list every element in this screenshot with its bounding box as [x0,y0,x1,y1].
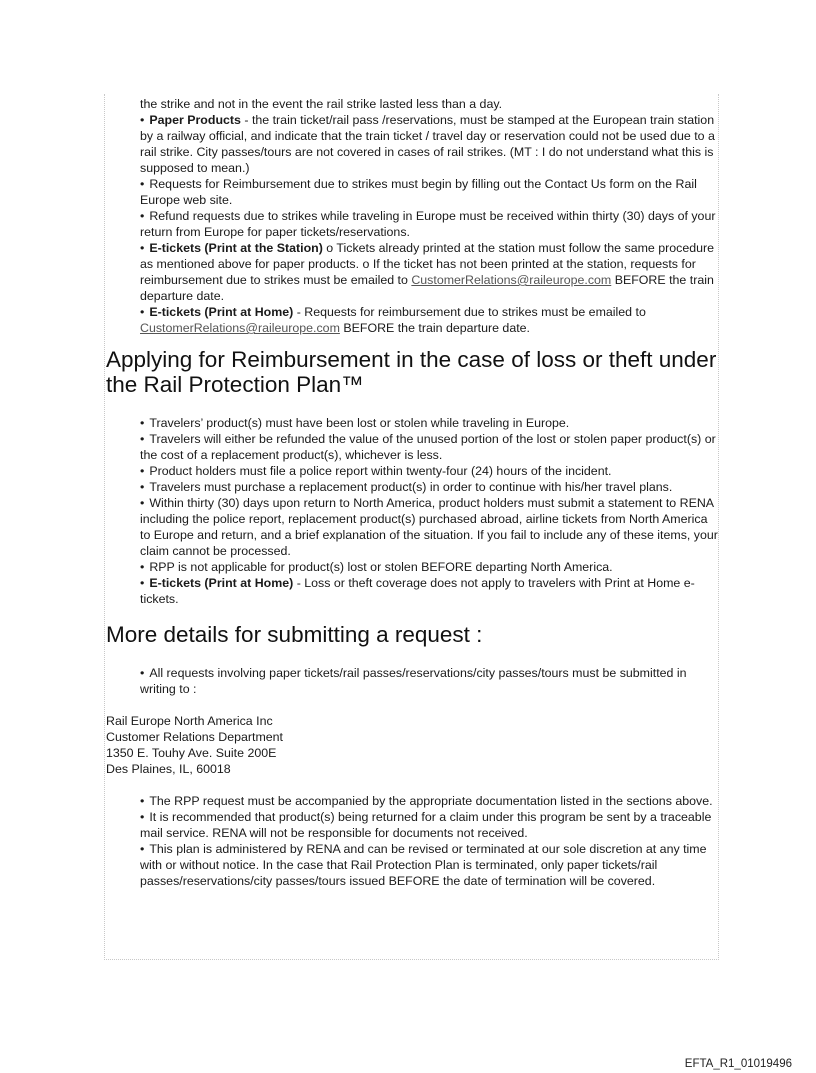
item-text-after: BEFORE the train departure date. [339,321,530,335]
item-text: Travelers’ product(s) must have been lost or stolen while traveling in Europe. [149,416,570,430]
details-intro-list [140,665,718,697]
list-item [140,431,718,463]
item-label: E-tickets (Print at Home) [149,305,294,319]
list-item [140,176,718,208]
list-item [140,841,718,889]
document-body [106,96,718,889]
details-heading: More details for submitting a request : [106,622,483,647]
list-item [140,559,718,575]
email-link[interactable]: CustomerRelations@raileurope.com [140,321,340,335]
item-text-after: BEFORE the train departure date. [140,273,714,303]
address-line: Customer Relations Department [106,730,283,744]
item-text: - the train ticket/rail pass /reservations, must be stamped at the European train station by a railway official, and indicate that the train ticket / travel day or reservation could not be used due to a rail strike. City passes/tours are not covered in cases of rail strikes. (MT : I do not understand what this is supposed to mean.) [140,113,715,175]
email-link[interactable]: CustomerRelations@raileurope.com [411,273,612,287]
continued-text: the strike and not in the event the rail strike lasted less than a day. [140,97,503,111]
document-id: EFTA_R1_01019496 [684,1058,792,1070]
list-item [140,575,718,607]
item-text: It is recommended that product(s) being returned for a claim under this program be sent by a traceable mail service. RENA will not be responsible for documents not received. [140,810,712,840]
item-text: This plan is administered by RENA and can be revised or terminated at our sole discretion at any time with or without notice. In the case that Rail Protection Plan is terminated, only paper tickets/rail passes/reservations/city passes/tours issued BEFORE the date of termination will be covered. [140,842,707,888]
item-text: The RPP request must be accompanied by the appropriate documentation listed in the sections above. [149,794,713,808]
item-text: Travelers will either be refunded the value of the unused portion of the lost or stolen paper product(s) or the cost of a replacement product(s), whichever is less. [140,432,716,462]
item-text: Travelers must purchase a replacement product(s) in order to continue with his/her travel plans. [149,480,673,494]
list-item [140,240,718,304]
item-text: Requests for Reimbursement due to strikes must begin by filling out the Contact Us form on the Rail Europe web site. [140,177,697,207]
list-item [140,463,718,479]
mailing-address [106,713,718,777]
list-item [140,112,718,176]
list-item [140,208,718,240]
list-item [140,665,718,697]
loss-theft-list [140,415,718,607]
list-item [140,479,718,495]
item-label: E-tickets (Print at the Station) [149,241,323,255]
item-text: Within thirty (30) days upon return to North America, product holders must submit a statement to RENA including the police report, replacement product(s) purchased abroad, airline tickets from North America to Europe and return, and a brief explanation of the situation. If you fail to include any of these items, your claim cannot be processed. [140,496,718,558]
item-text: o Tickets already printed at the station must follow the same procedure as mentioned above for paper products. o If the ticket has not been printed at the station, requests for reimbursement due to strikes must be emailed to [140,241,715,287]
item-text: - Loss or theft coverage does not apply to travelers with Print at Home e-tickets. [140,576,695,606]
item-text: Product holders must file a police report within twenty-four (24) hours of the incident. [149,464,612,478]
item-text: All requests involving paper tickets/rail passes/reservations/city passes/tours must be submitted in writing to : [140,666,687,696]
strike-list [140,96,718,336]
item-text: Refund requests due to strikes while traveling in Europe must be received within thirty (30) days of your return from Europe for paper tickets/reservations. [140,209,716,239]
list-item [140,415,718,431]
item-text: RPP is not applicable for product(s) lost or stolen BEFORE departing North America. [149,560,613,574]
list-item [140,304,718,336]
address-line: Rail Europe North America Inc [106,714,273,728]
address-line: Des Plaines, IL, 60018 [106,762,231,776]
list-item [140,809,718,841]
loss-theft-heading: Applying for Reimbursement in the case of loss or theft under the Rail Protection Plan™ [106,347,717,397]
item-text: - Requests for reimbursement due to strikes must be emailed to [293,305,646,319]
list-item [140,495,718,559]
item-label: E-tickets (Print at Home) [149,576,294,590]
details-list [140,793,718,889]
item-label: Paper Products [149,113,241,127]
list-item [140,793,718,809]
address-line: 1350 E. Touhy Ave. Suite 200E [106,746,277,760]
